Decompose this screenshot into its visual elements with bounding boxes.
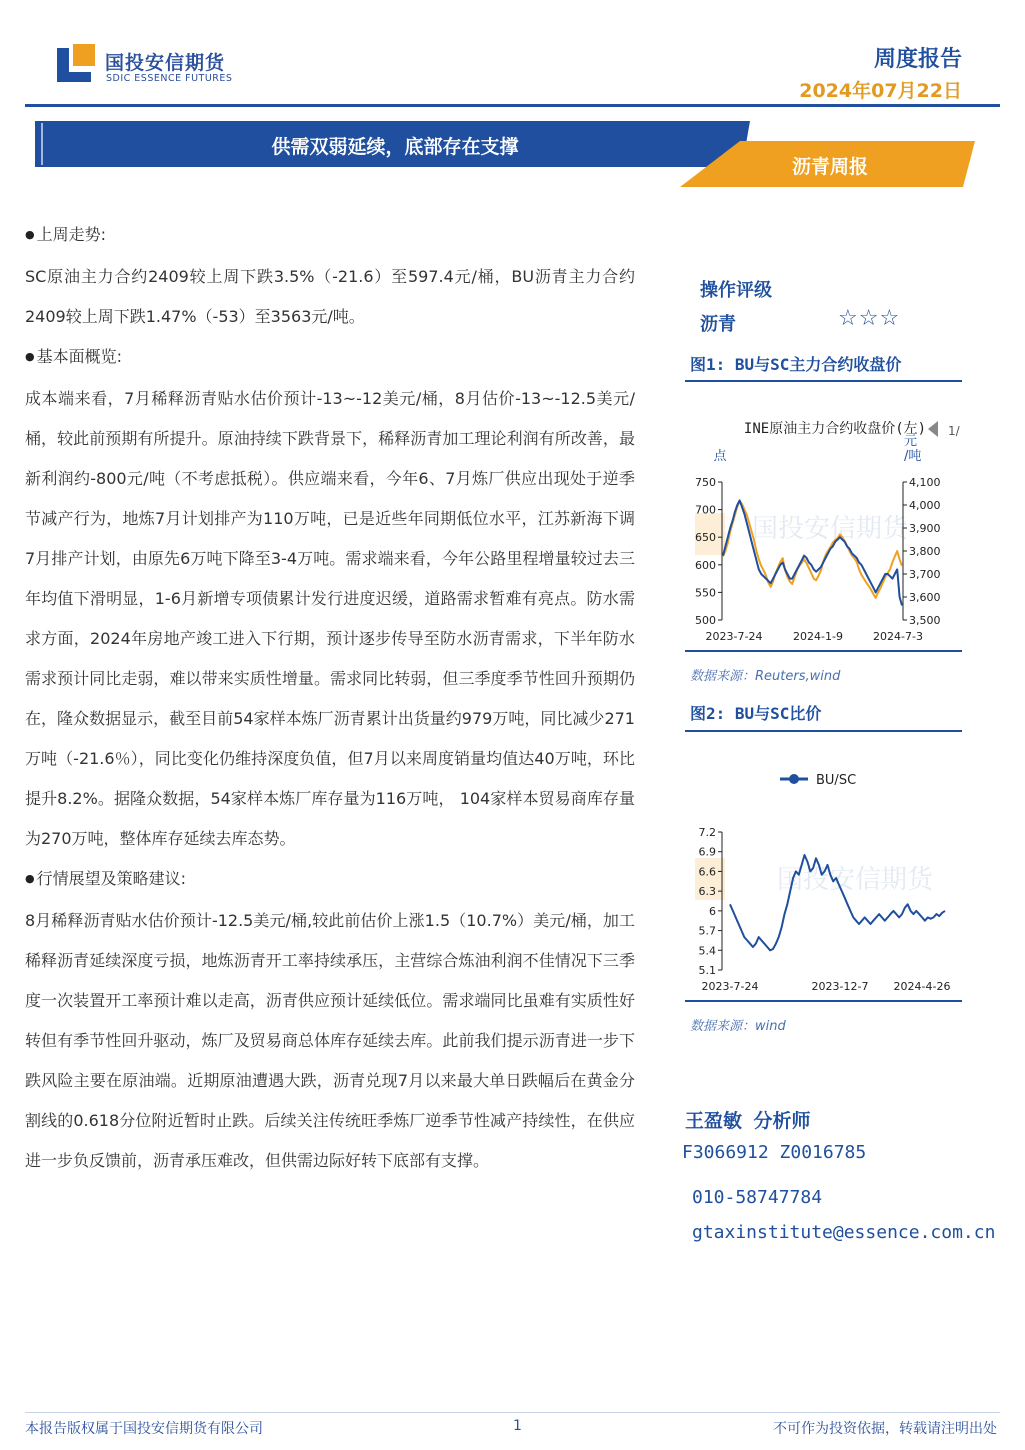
figure2-rule <box>685 730 962 732</box>
chart1-left-tick-label: 550 <box>695 586 716 600</box>
chart1-left-tick-label: 650 <box>695 531 716 545</box>
chart2-legend-marker <box>789 774 799 784</box>
banner-tag: 沥青周报 <box>791 156 868 178</box>
section-title-fundamentals: ● 基本面概览: <box>25 337 635 379</box>
chart2-y-tick-label: 5.1 <box>698 964 716 977</box>
chart2-x-tick-label: 2023-12-7 <box>811 980 869 993</box>
figure1-rule <box>685 380 962 382</box>
chart1-right-tick-label: 4,000 <box>909 499 941 512</box>
chart2-watermark: 国投安信期货 <box>776 865 934 895</box>
chart2-y-tick-label: 5.4 <box>698 944 716 958</box>
rating-stars: ☆☆☆ <box>838 306 901 331</box>
chart1-right-tick-label: 3,600 <box>909 591 941 604</box>
figure1-chart <box>670 405 970 650</box>
report-date: 2024年07月22日 <box>799 80 962 102</box>
report-body <box>25 215 635 1181</box>
chart1-right-tick-label: 3,800 <box>909 545 941 558</box>
page-number: 1 <box>513 1418 522 1434</box>
footer-divider <box>25 1412 1000 1413</box>
section-title-last-week: ● 上周走势: <box>25 215 635 257</box>
footer-disclaimer: 不可作为投资依据，转载请注明出处 <box>773 1421 997 1437</box>
chart1-x-tick-label: 2024-7-3 <box>873 630 923 643</box>
chart1-legend: INE原油主力合约收盘价(左) <box>743 421 927 437</box>
chart1-watermark: 国投安信期货 <box>751 514 909 544</box>
section-text-outlook: 8月稀释沥青贴水估价预计-12.5美元/桶,较此前估价上涨1.5（10.7%）美元/桶，加工稀释沥青延续深度亏损，地炼沥青开工率持续承压，主营综合炼油利润不佳情况下三季度一次装置开工率预计难以走高，沥青供应预计延续低位。需求端同比虽难有实质性好转但有季节性回升驱动，炼厂及贸易商总体库存延续去库。此前我们提示沥青进一步下跌风险主要在原油端。近期原油遭遇大跌，沥青兑现7月以来最大单日跌幅后在黄金分割线的0.618分位附近暂时止跌。后续关注传统旺季炼厂逆季节性减产持续性，在供应进一步负反馈前，沥青承压难改，但供需边际好转下底部有支撑。 <box>25 911 635 1170</box>
figure2-bottom-rule <box>685 1000 962 1002</box>
rating-commodity: 沥青 <box>700 314 736 335</box>
chart2-x-tick-label: 2024-4-26 <box>893 980 951 993</box>
chart1-right-unit: 元/吨 <box>904 434 922 464</box>
chart1-right-tick-label: 3,700 <box>909 568 941 581</box>
company-name-cn: 国投安信期货 <box>105 52 226 74</box>
figure1-title: 图1: BU与SC主力合约收盘价 <box>690 355 902 374</box>
figure2-title: 图2: BU与SC比价 <box>690 704 822 723</box>
report-type: 周度报告 <box>873 47 962 72</box>
chart1-left-unit: 点 <box>713 449 727 464</box>
chart2-y-tick-label: 7.2 <box>698 826 716 839</box>
chart2-y-tick-label: 6.9 <box>698 845 716 859</box>
chart1-legend-prev-icon <box>928 421 938 437</box>
chart2-y-tick-label: 6 <box>709 904 716 918</box>
chart1-x-tick-label: 2023-7-24 <box>705 630 763 643</box>
figure1-source: 数据来源：Reuters,wind <box>690 669 841 684</box>
analyst-email[interactable]: gtaxinstitute@essence.com.cn <box>692 1222 996 1243</box>
chart1-left-tick-label: 500 <box>695 614 716 627</box>
chart2-y-tick-label: 6.3 <box>698 885 716 899</box>
figure2-chart <box>670 760 970 1000</box>
chart1-left-tick-label: 600 <box>695 558 716 572</box>
chart1-left-tick-label: 700 <box>695 503 716 517</box>
chart2-x-tick-label: 2023-7-24 <box>701 980 759 993</box>
sdic-logo-icon <box>55 42 97 84</box>
chart1-legend-page: 1/ <box>948 424 960 438</box>
analyst-name: 王盈敏 分析师 <box>685 1110 811 1132</box>
chart2-y-tick-label: 6.6 <box>698 865 716 879</box>
rating-title: 操作评级 <box>700 280 772 301</box>
chart1-right-tick-label: 3,900 <box>909 522 941 535</box>
company-name-en: SDIC ESSENCE FUTURES <box>106 73 233 84</box>
analyst-phone: 010-58747784 <box>692 1187 823 1208</box>
figure1-bottom-rule <box>685 650 962 652</box>
chart1-right-tick-label: 4,100 <box>909 476 941 489</box>
chart1-right-tick-label: 3,500 <box>909 614 941 627</box>
footer-copyright: 本报告版权属于国投安信期货有限公司 <box>25 1421 263 1437</box>
chart1-x-tick-label: 2024-1-9 <box>793 630 843 643</box>
section-text-fundamentals: 成本端来看，7月稀释沥青贴水估价预计-13~-12美元/桶，8月估价-13~-12.5美元/桶，较此前预期有所提升。原油持续下跌背景下，稀释沥青加工理论利润有所改善，最新利润约-800元/吨（不考虑抵税）。供应端来看，今年6、7月炼厂供应出现处于逆季节减产行为，地炼7月计划排产为110万吨，已是近些年同期低位水平，江苏新海下调7月排产计划，由原先6万吨下降至3-4万吨。需求端来看，今年公路里程增量较过去三年均值下滑明显，1-6月新增专项债累计发行进度迟缓，道路需求暂难有亮点。防水需求方面，2024年房地产竣工进入下行期，预计逐步传导至防水沥青需求，下半年防水需求预计同比走弱，难以带来实质性增量。需求同比转弱，但三季度季节性回升预期仍在，隆众数据显示，截至目前54家样本炼厂沥青累计出货量约979万吨，同比减少271万吨（-21.6％），同比变化仍维持深度负值，但7月以来周度销量均值达40万吨，环比提升8.2%。据隆众数据，54家样本炼厂库存量为116万吨， 104家样本贸易商库存量为270万吨，整体库存延续去库态势。 <box>25 389 635 848</box>
banner-title: 供需双弱延续，底部存在支撑 <box>271 136 519 158</box>
header-divider <box>25 104 1000 107</box>
section-text-last-week: SC原油主力合约2409较上周下跌3.5%（-21.6）至597.4元/桶，BU沥青主力合约2409较上周下跌1.47%（-53）至3563元/吨。 <box>25 267 635 326</box>
section-title-outlook: ● 行情展望及策略建议: <box>25 859 635 901</box>
chart1-left-tick-label: 750 <box>695 476 716 489</box>
figure2-source: 数据来源：wind <box>690 1019 786 1034</box>
chart2-y-tick-label: 5.7 <box>698 924 716 938</box>
analyst-license: F3066912 Z0016785 <box>682 1142 867 1163</box>
chart2-legend: BU/SC <box>816 773 857 788</box>
